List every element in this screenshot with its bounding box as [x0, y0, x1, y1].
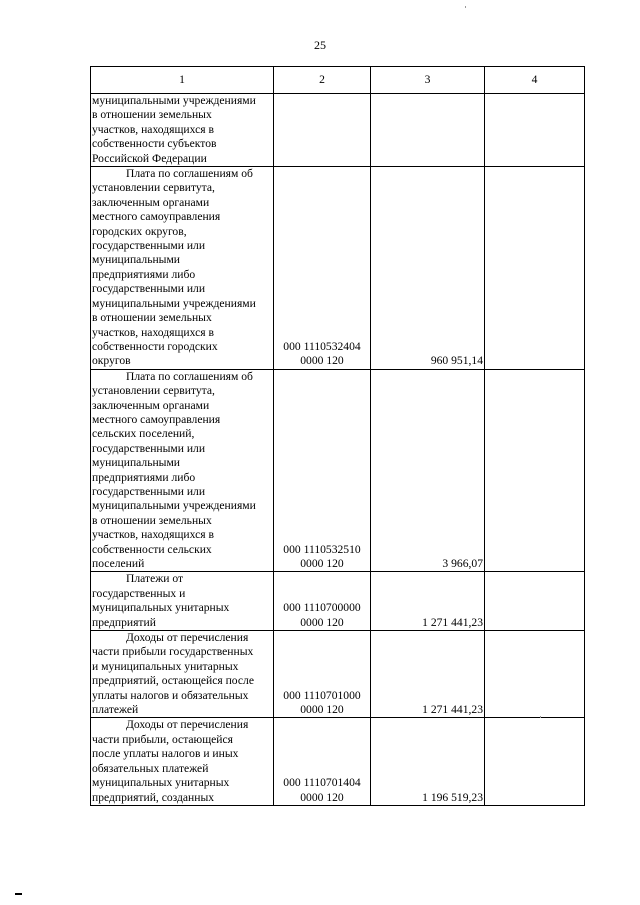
revenue-name-cell [91, 167, 274, 370]
revenue-name-line: в отношении земельных [92, 311, 212, 325]
revenue-name-line: платежей [92, 703, 139, 717]
budget-code-line: 0000 120 [300, 354, 344, 368]
revenue-name-line: городских округов, [92, 224, 187, 238]
budget-code-line: 0000 120 [300, 703, 344, 717]
margin-dash-mark [15, 893, 22, 895]
budget-code-line: 000 1110701404 [283, 776, 361, 790]
budget-code-cell [274, 369, 371, 572]
revenue-name-line: установлении сервитута, [92, 384, 215, 398]
revenue-name-line: предприятиями либо [92, 470, 196, 484]
empty-column-4-cell [485, 572, 585, 631]
revenue-name-line: и муниципальных унитарных [92, 659, 239, 673]
revenue-name-line: участков, находящихся в [92, 325, 214, 339]
revenue-name-line: сельских поселений, [92, 427, 195, 441]
revenue-name-line: муниципальных унитарных [92, 776, 230, 790]
revenue-name-cell [91, 94, 274, 167]
revenue-name-line: заключенным органами [92, 398, 210, 412]
revenue-name-line: Доходы от перечисления [126, 718, 249, 732]
revenue-name-line: поселений [92, 557, 145, 570]
budget-code-line: 000 1110532510 [283, 542, 361, 556]
revenue-name-line: государственных и [92, 586, 186, 600]
revenue-name-line: предприятий, остающейся после [92, 674, 254, 688]
page-number: 25 [314, 38, 326, 52]
revenue-name-cell [91, 369, 274, 572]
scan-speck [540, 716, 541, 718]
amount-cell: 3 966,07 [371, 369, 485, 572]
budget-code-line: 0000 120 [300, 790, 344, 804]
column-header-2: 2 [274, 67, 371, 94]
table-row [91, 572, 585, 631]
column-header-1: 1 [91, 67, 274, 94]
revenue-name-line: в отношении земельных [92, 513, 212, 527]
empty-column-4-cell [485, 167, 585, 370]
budget-code-cell [274, 718, 371, 805]
revenue-name-line: уплаты налогов и обязательных [92, 688, 249, 702]
budget-code-cell [274, 167, 371, 370]
revenue-name-line: предприятиями либо [92, 267, 196, 281]
revenue-name-line: Доходы от перечисления [126, 631, 249, 645]
revenue-name-line: в отношении земельных [92, 108, 212, 122]
column-header-4: 4 [485, 67, 585, 94]
amount-cell: 1 271 441,23 [371, 572, 485, 631]
revenue-name-line: участков, находящихся в [92, 122, 214, 136]
revenue-name-line: обязательных платежей [92, 761, 209, 775]
revenue-name-line: государственными или [92, 239, 206, 253]
empty-column-4-cell [485, 369, 585, 572]
revenue-name-line: муниципальными [92, 253, 181, 267]
revenue-name-line: муниципальными учреждениями [92, 296, 256, 310]
table-row [91, 631, 585, 718]
revenue-name-line: местного самоуправления [92, 412, 221, 426]
revenue-name-line: заключенным органами [92, 195, 210, 209]
amount-cell: 960 951,14 [371, 167, 485, 370]
revenue-name-line: государственными или [92, 484, 206, 498]
revenue-name-line: государственными или [92, 282, 206, 296]
amount-cell: 1 271 441,23 [371, 631, 485, 718]
revenue-name-cell [91, 572, 274, 631]
revenue-name-line: Плата по соглашениям об [126, 369, 253, 383]
revenue-name-line: муниципальных унитарных [92, 601, 230, 615]
empty-column-4-cell [485, 94, 585, 167]
revenue-name-line: собственности субъектов [92, 137, 217, 151]
budget-code-line: 0000 120 [300, 557, 344, 570]
budget-code-line: 000 1110700000 [283, 601, 361, 615]
revenue-name-line: предприятий [92, 615, 156, 629]
revenue-name-line: собственности городских [92, 339, 218, 353]
revenue-name-cell [91, 631, 274, 718]
revenue-name-line: округов [92, 354, 131, 368]
revenue-name-line: установлении сервитута, [92, 181, 215, 195]
budget-code-line: 0000 120 [300, 615, 344, 629]
empty-column-4-cell [485, 718, 585, 805]
budget-code-line: 000 1110532404 [283, 339, 361, 353]
revenue-table [90, 66, 585, 806]
revenue-name-line: муниципальными учреждениями [92, 94, 256, 107]
budget-code-cell [274, 94, 371, 167]
scan-speck [465, 6, 466, 8]
revenue-name-line: Российской Федерации [92, 151, 207, 165]
revenue-name-line: муниципальными [92, 456, 181, 470]
revenue-name-line: части прибыли, остающейся [92, 732, 233, 746]
revenue-name-line: части прибыли государственных [92, 645, 254, 659]
revenue-name-line: Платежи от [126, 572, 184, 586]
budget-code-line: 000 1110701000 [283, 688, 361, 702]
budget-code-cell [274, 631, 371, 718]
table-header-row [91, 67, 585, 94]
column-header-3: 3 [371, 67, 485, 94]
revenue-name-line: государственными или [92, 441, 206, 455]
table-row [91, 94, 585, 167]
budget-code-cell [274, 572, 371, 631]
revenue-name-line: участков, находящихся в [92, 528, 214, 542]
amount-cell [371, 94, 485, 167]
amount-cell: 1 196 519,23 [371, 718, 485, 805]
table-row [91, 167, 585, 370]
revenue-name-line: Плата по соглашениям об [126, 167, 253, 181]
revenue-name-cell [91, 718, 274, 805]
revenue-name-line: предприятий, созданных [92, 790, 215, 804]
revenue-name-line: местного самоуправления [92, 210, 221, 224]
table-row [91, 369, 585, 572]
table-row [91, 718, 585, 805]
revenue-name-line: муниципальными учреждениями [92, 499, 256, 513]
revenue-name-line: после уплаты налогов и иных [92, 747, 239, 761]
empty-column-4-cell [485, 631, 585, 718]
revenue-name-line: собственности сельских [92, 542, 212, 556]
